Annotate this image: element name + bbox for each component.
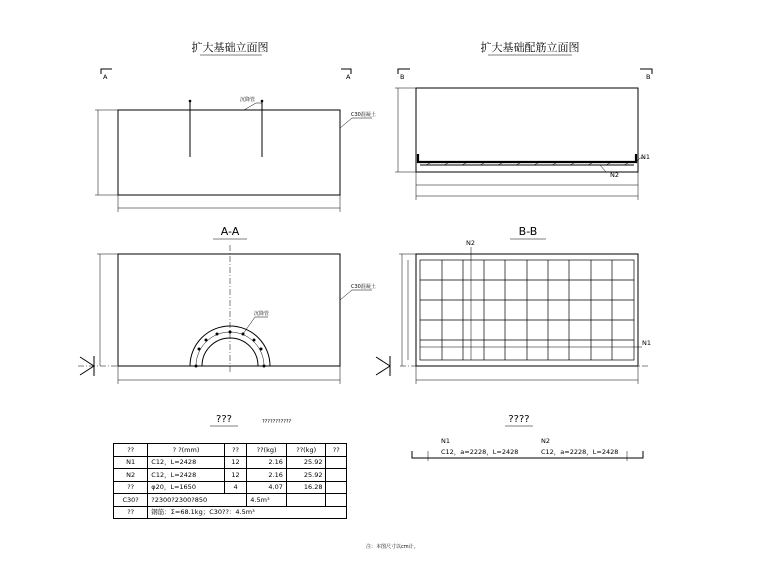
table-cell: [326, 481, 347, 494]
aa-foundation-outline: [118, 254, 340, 366]
right-section-mark-left: B: [400, 73, 405, 81]
table-cell: N2: [114, 469, 148, 482]
rebar-n2-label: N2: [541, 437, 550, 445]
table-row-total: [114, 506, 347, 519]
table-row: [114, 469, 347, 482]
table-cell: 25.92: [286, 469, 326, 482]
section-aa-title: A-A: [220, 225, 240, 238]
sheet-note: 注：本图尺寸以cm计。: [366, 544, 419, 550]
table-cell: 4: [224, 481, 247, 494]
table-row-concrete: [114, 494, 347, 507]
quantity-table: [113, 443, 347, 519]
table-row: [114, 456, 347, 469]
left-foundation-outline: [118, 110, 340, 195]
quantity-table-subtitle: ???????????: [262, 419, 292, 425]
table-cell: 25.92: [286, 456, 326, 469]
table-cell: [326, 456, 347, 469]
table-cell: C12，L=2428: [148, 469, 225, 482]
left-elevation-view: [95, 40, 376, 212]
table-cell: [326, 469, 347, 482]
rebar-shape-n2: [627, 451, 643, 458]
right-bar-n1-label: N1: [641, 153, 650, 161]
table-cell: 12: [224, 456, 247, 469]
table-cell: [286, 494, 326, 507]
total-label-cell: ??: [114, 506, 148, 519]
section-bb-title: B-B: [518, 225, 538, 238]
table-cell: 2.16: [247, 456, 287, 469]
table-header-cell: ? ?(mm): [148, 444, 225, 457]
table-header-cell: ??(kg): [247, 444, 287, 457]
table-cell: C12，L=2428: [148, 456, 225, 469]
aa-callout-inner: 沉降管: [254, 311, 270, 317]
rebar-shape-n1: [412, 451, 428, 458]
section-bb-view: [376, 225, 651, 384]
table-cell: φ20，L=1650: [148, 481, 225, 494]
right-elevation-view: [395, 40, 652, 200]
table-row: [114, 481, 347, 494]
left-section-mark-right: A: [346, 73, 351, 81]
concrete-dims-cell: ?2300?2300?850: [148, 494, 247, 507]
left-elevation-title: 扩大基础立面图: [191, 41, 269, 54]
total-text-cell: 钢筋：Σ=68.1kg；C30??：4.5m³: [148, 506, 347, 519]
table-cell: 2.16: [247, 469, 287, 482]
right-bar-n2-label: N2: [610, 171, 619, 179]
bb-rebar-grid: [420, 260, 634, 360]
quantity-table-title: ???: [216, 414, 232, 425]
left-callout-outer: C30混凝土: [351, 112, 376, 118]
table-cell: 4.07: [247, 481, 287, 494]
rebar-n1-spec: C12，a=2228，L=2428: [441, 448, 519, 456]
aa-callout-outer: C30混凝土: [351, 284, 376, 290]
table-header-cell: ??: [224, 444, 247, 457]
bb-bar-n1-label: N1: [642, 339, 651, 347]
table-cell: 16.28: [286, 481, 326, 494]
table-cell: ??: [114, 481, 148, 494]
rebar-detail-view: [412, 414, 643, 461]
bb-bar-n2-label: N2: [466, 239, 475, 247]
table-header-cell: ??: [326, 444, 347, 457]
concrete-volume-cell: 4.5m³: [247, 494, 287, 507]
concrete-label-cell: C30?: [114, 494, 148, 507]
table-header-cell: ??(kg): [286, 444, 326, 457]
table-cell: 12: [224, 469, 247, 482]
left-callout-inner: 沉降管: [240, 97, 256, 103]
table-header-cell: ??: [114, 444, 148, 457]
table-header-row: [114, 444, 347, 457]
right-section-mark-right: B: [646, 73, 651, 81]
left-section-mark-left: A: [103, 73, 108, 81]
rebar-n1-label: N1: [441, 437, 450, 445]
right-foundation-outline: [416, 88, 638, 172]
rebar-detail-title: ????: [508, 414, 530, 425]
section-aa-view: [78, 225, 376, 384]
table-cell: [326, 494, 347, 507]
table-cell: N1: [114, 456, 148, 469]
right-elevation-title: 扩大基础配筋立面图: [480, 41, 580, 54]
rebar-n2-spec: C12，a=2228，L=2428: [541, 448, 619, 456]
